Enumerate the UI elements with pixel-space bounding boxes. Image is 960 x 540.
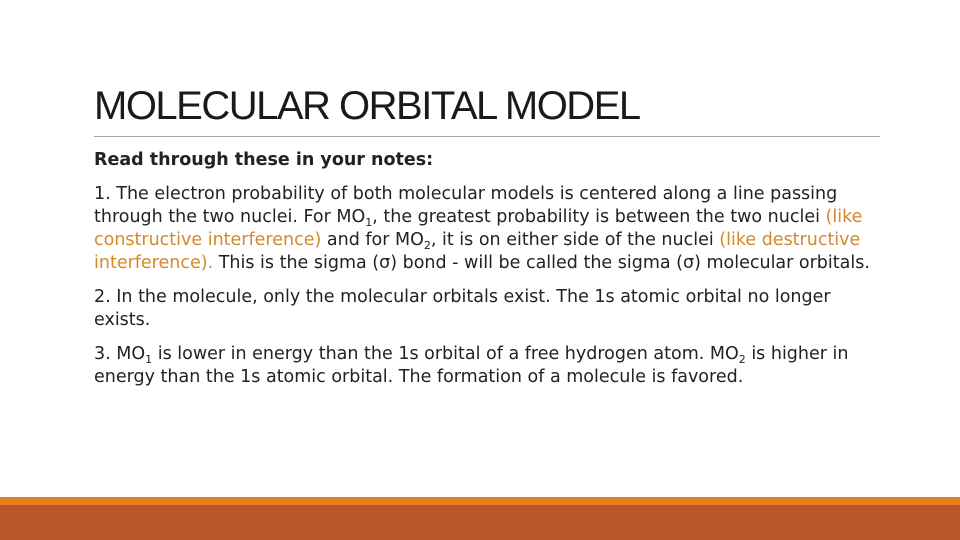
point-1-text-c: and for MO [321,230,424,250]
subscript: 2 [738,353,746,366]
footer-accent-bar [0,497,960,505]
point-1-text-e: This is the sigma (σ) bond - will be called the sigma (σ) molecular orbitals. [213,253,870,273]
highlight-destructive: (like destructive interference). [94,230,861,273]
point-3-text-b: is lower in energy than the 1s orbital of a free hydrogen atom. MO [152,344,739,364]
point-2: 2. In the molecule, only the molecular orbitals exist. The 1s atomic orbital no longer exists. [94,287,831,330]
subscript: 1 [145,353,153,366]
point-3-text-c: is higher in energy than the 1s atomic orbital. The formation of a molecule is favored. [94,344,849,387]
slide-body [94,149,884,400]
footer-bar [0,505,960,540]
highlight-constructive: (like constructive interference) [94,207,863,250]
point-1 [94,183,884,275]
subscript: 2 [423,239,431,252]
subscript: 1 [365,216,373,229]
point-1-text-d: , it is on either side of the nuclei [430,230,720,250]
slide-title: MOLECULAR ORBITAL MODEL [94,84,640,128]
point-1-text-b: , the greatest probability is between the two nuclei [372,207,826,227]
point-3-text-a: 3. MO [94,344,146,364]
intro-text: Read through these in your notes: [94,150,434,170]
point-3 [94,343,884,389]
point-1-text-a: 1. The electron probability of both molecular models is centered along a line passing through the two nuclei. For MO [94,184,838,227]
title-divider [94,136,880,137]
